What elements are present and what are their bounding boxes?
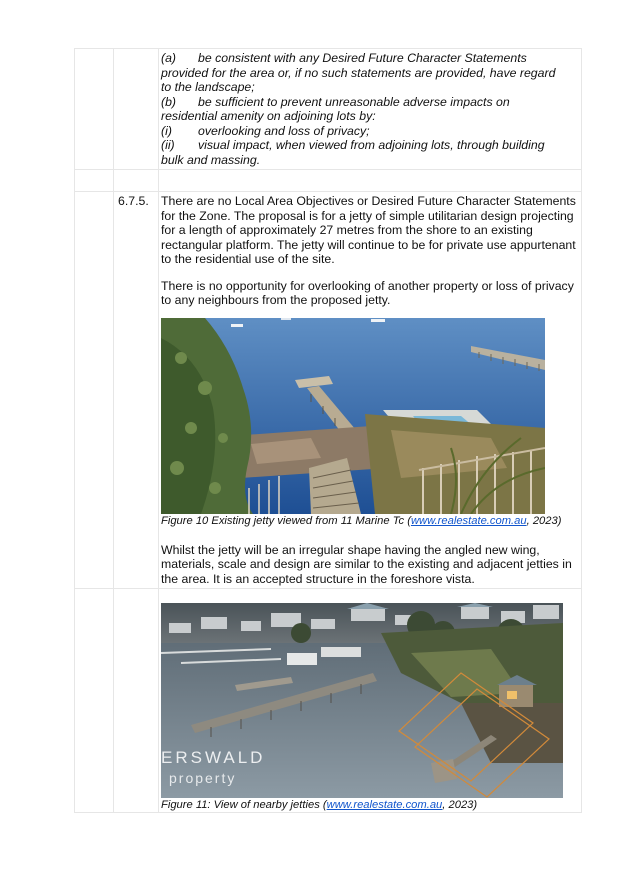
jetty-photo [161,318,545,514]
criteria-text: (a) be consistent with any Desired Future Character Statements provided for the area or, if no such statements are provided, have regard to the landscape; (b) be sufficient to prevent unreasonable adverse impacts on residential amenity on adjoining lots by: (i) overlooking and loss of privacy; (ii) visual impact, when viewed from adjoining lots, through building bulk and massing. [161,51,556,167]
paragraph: Whilst the jetty will be an irregular shape having the angled new wing, materials, scale and design are similar to the existing and adjacent jetties in the area. It is an accepted structure in the foreshore vista. [161,542,572,586]
clause-label: (ii) [161,138,175,152]
table-row [75,192,582,589]
paragraph: There are no Local Area Objectives or Desired Future Character Statements for the Zone. The proposal is for a jetty of simple utilitarian design projecting for a length of approximately 27 metres from the shore to an existing rectangular platform. The jetty will continue to be for private use appurtenant to the residential use of the site. [161,194,576,266]
paragraph: There is no opportunity for overlooking of another property or loss of privacy to any neighbours from the proposed jetty. [161,278,574,307]
clause-label: (i) [161,123,172,138]
watermark-sub: property [169,770,237,786]
table-row [75,589,582,813]
source-link[interactable]: www.realestate.com.au [326,799,443,811]
source-link[interactable]: www.realestate.com.au [410,514,527,527]
table-row [75,49,582,170]
aerial-photo [161,603,563,798]
section-number: 6.7.5. [118,194,149,208]
clause-label: (a) [161,51,177,65]
table-row [75,170,582,192]
figure-caption: Figure 10 Existing jetty viewed from 11 Marine Tc (www.realestate.com.au, 2023) [161,514,562,527]
figure-caption: Figure 11: View of nearby jetties (www.realestate.com.au, 2023) [161,799,478,811]
watermark-brand: ERSWALD [161,748,266,767]
assessment-table [74,48,582,813]
clause-label: (b) [161,94,177,109]
